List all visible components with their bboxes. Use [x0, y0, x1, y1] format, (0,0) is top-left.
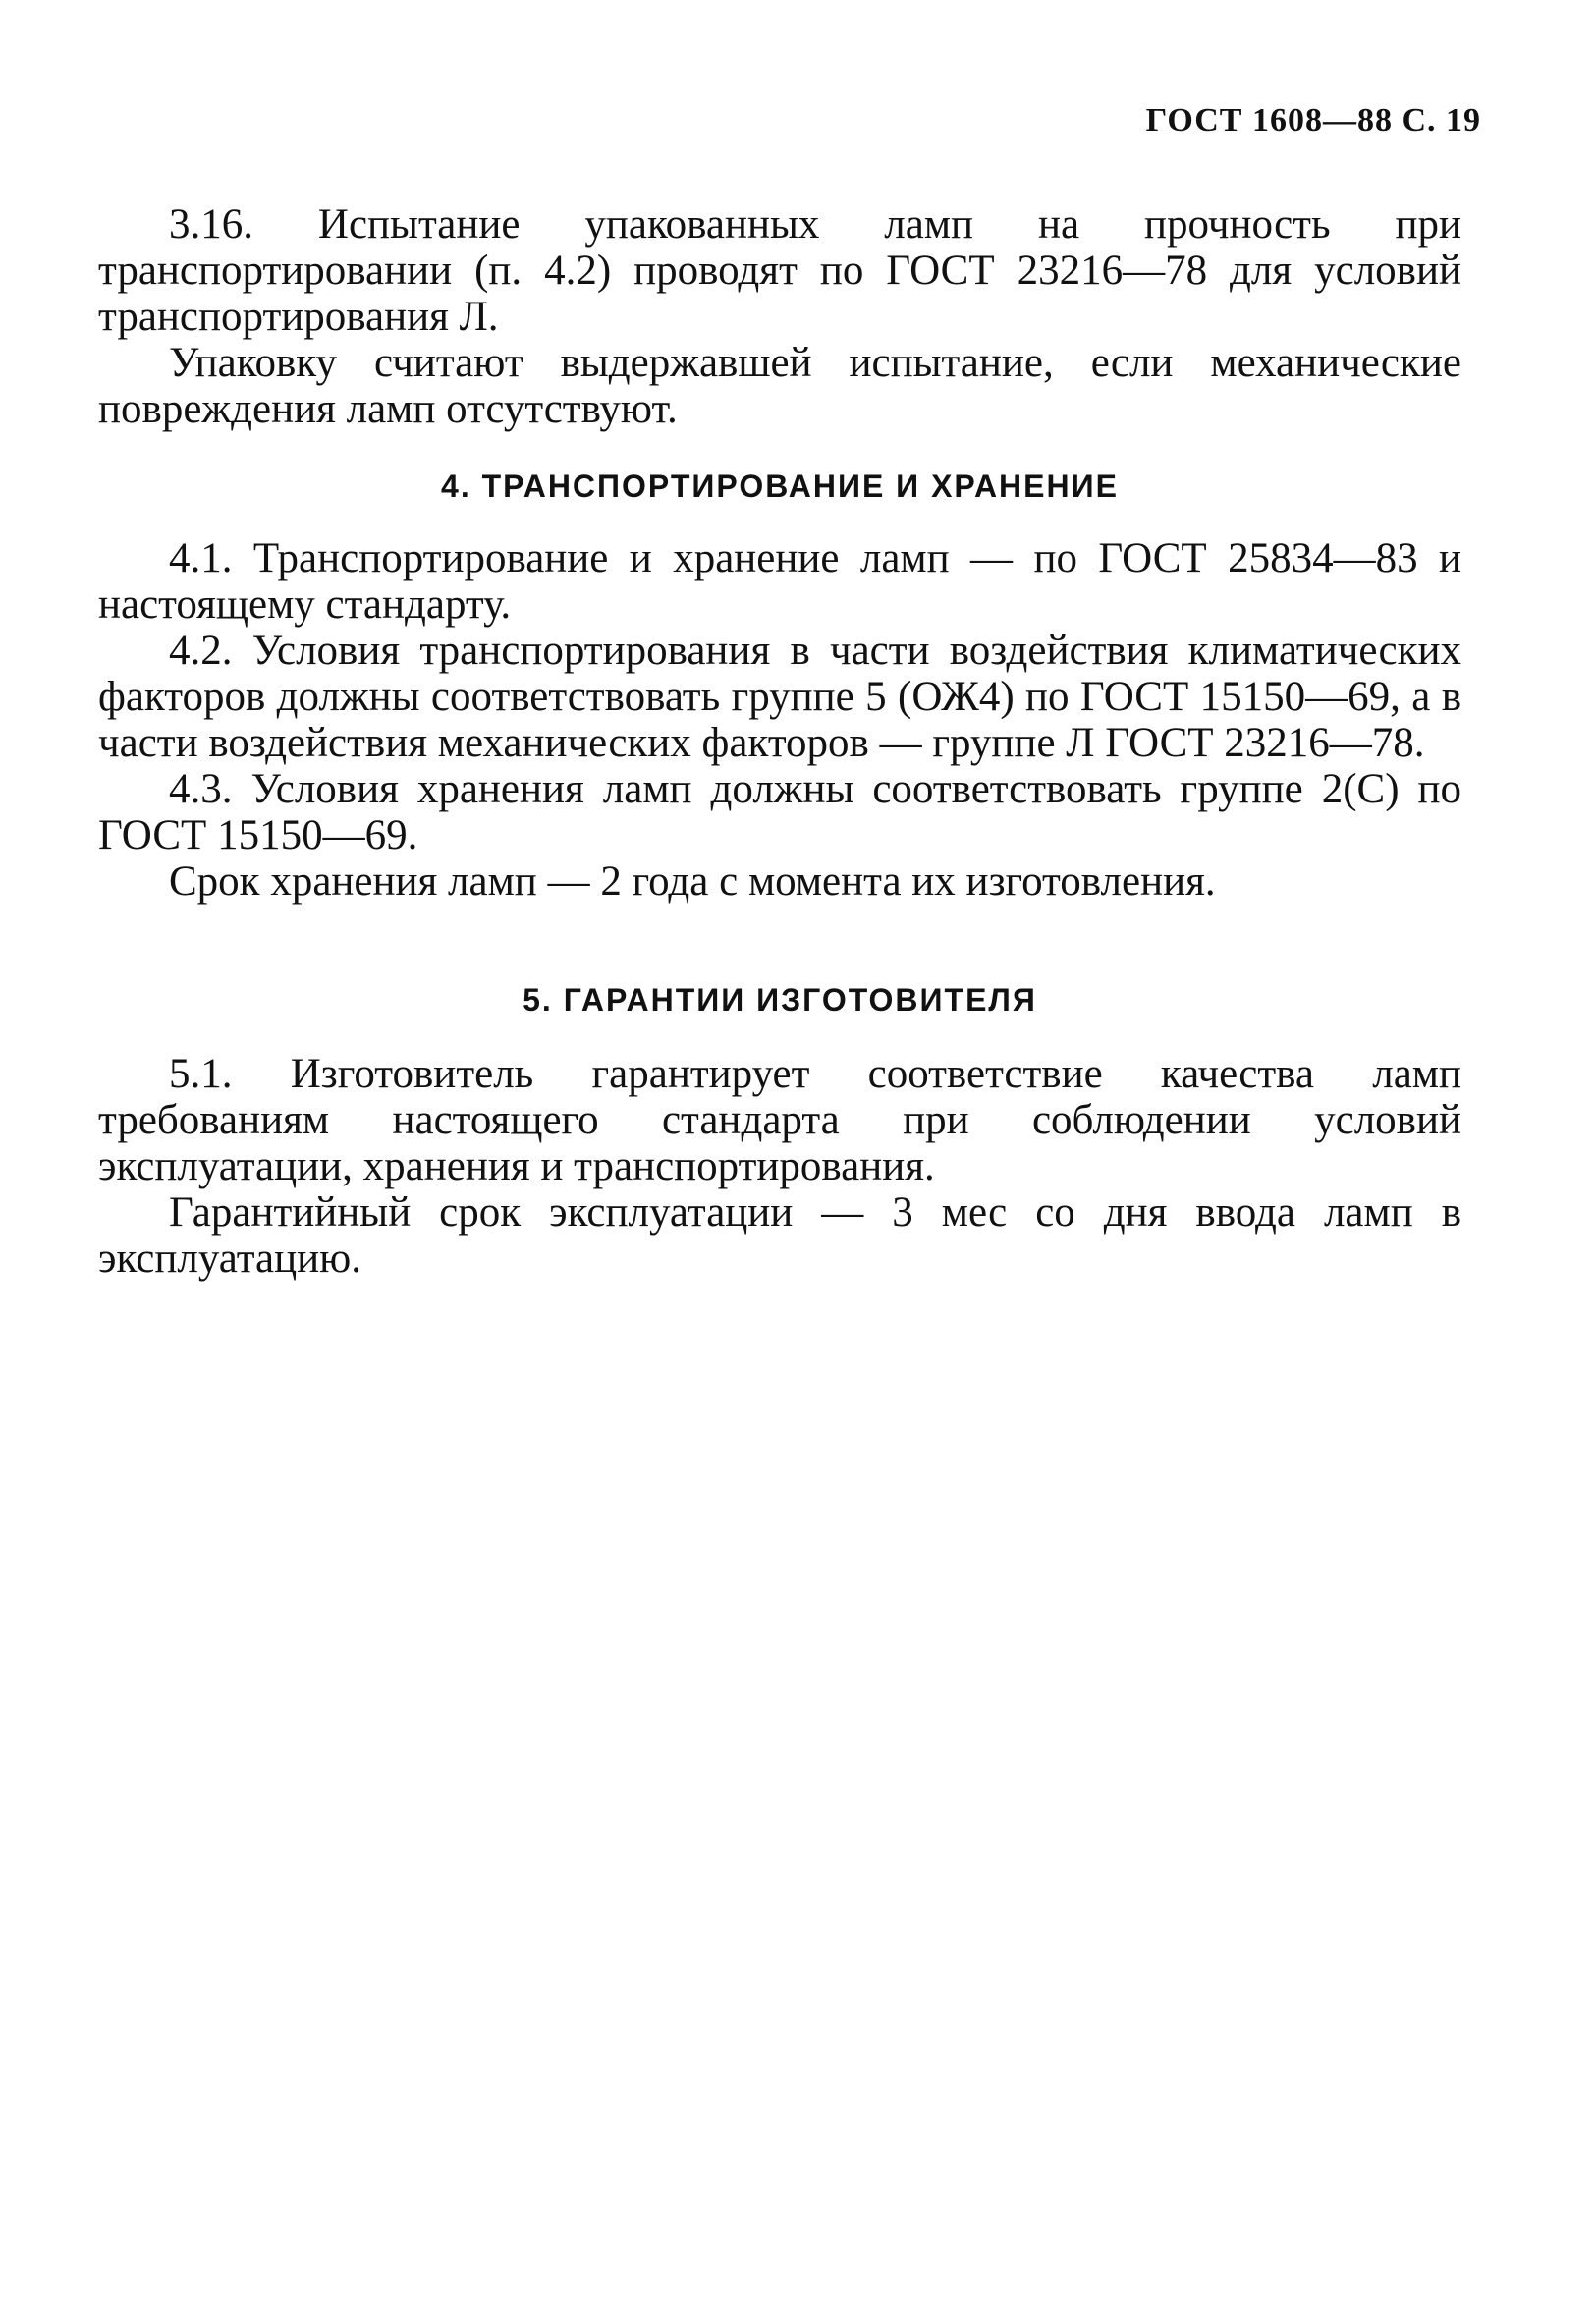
section-3-tail	[98, 201, 1461, 432]
section-4-body	[98, 535, 1461, 905]
paragraph-4-2: 4.2. Условия транспортирования в части воздействия климатических факторов должны соответствовать группе 5 (ОЖ4) по ГОСТ 15150—69, а в части воздействия механических факторов — группе Л ГОСТ 23216—78.	[98, 628, 1461, 766]
paragraph-4-1: 4.1. Транспортирование и хранение ламп — по ГОСТ 25834—83 и настоящему стандарту.	[98, 535, 1461, 628]
running-header: ГОСТ 1608—88 С. 19	[1145, 102, 1481, 138]
paragraph-5-1: 5.1. Изготовитель гарантирует соответствие качества ламп требованиям настоящего стандарта при соблюдении условий эксплуатации, хранения и транспортирования.	[98, 1051, 1461, 1189]
paragraph-packaging-result: Упаковку считают выдержавшей испытание, если механические повреждения ламп отсутствуют.	[98, 340, 1461, 432]
paragraph-3-16: 3.16. Испытание упакованных ламп на прочность при транспортировании (п. 4.2) проводят по ГОСТ 23216—78 для условий транспортирования Л.	[98, 201, 1461, 340]
section-5-heading: 5. ГАРАНТИИ ИЗГОТОВИТЕЛЯ	[523, 982, 1037, 1018]
paragraph-storage-term: Срок хранения ламп — 2 года с момента их изготовления.	[169, 858, 1216, 905]
section-5-body	[98, 1051, 1461, 1282]
paragraph-4-3: 4.3. Условия хранения ламп должны соответствовать группе 2(С) по ГОСТ 15150—69.	[98, 766, 1461, 858]
section-4-heading: 4. ТРАНСПОРТИРОВАНИЕ И ХРАНЕНИЕ	[441, 468, 1119, 504]
paragraph-warranty-term: Гарантийный срок эксплуатации — 3 мес со дня ввода ламп в эксплуатацию.	[98, 1189, 1461, 1282]
